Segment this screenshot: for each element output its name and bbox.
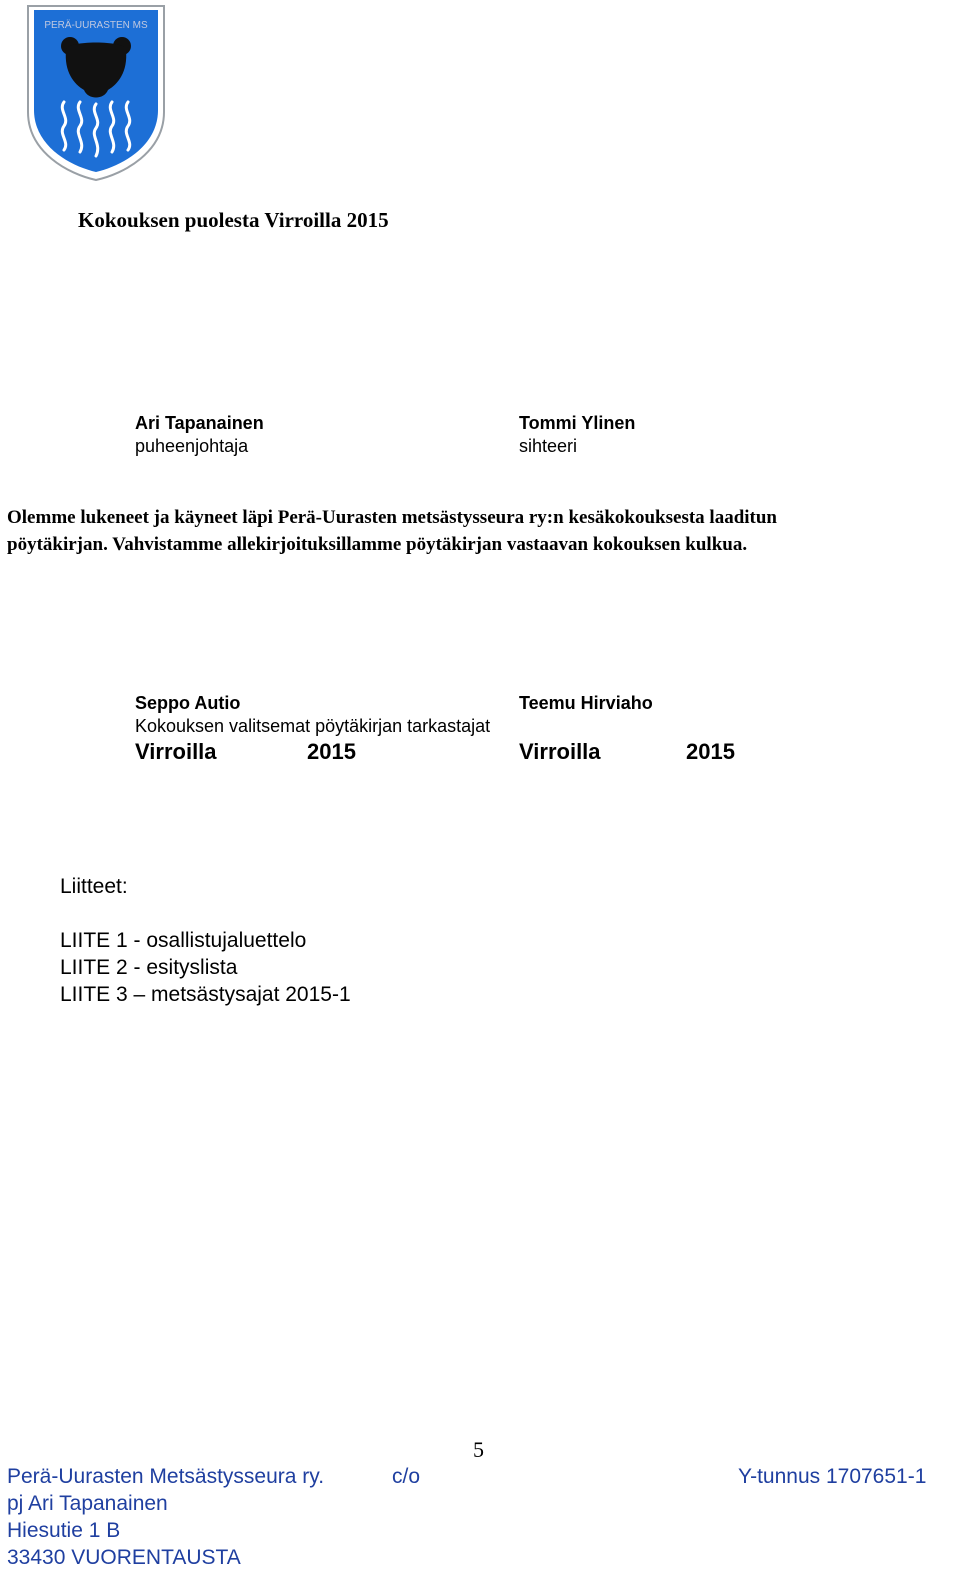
- footer-business-id: Y-tunnus 1707651-1: [738, 1465, 927, 1488]
- checkers-caption: Kokouksen valitsemat pöytäkirjan tarkastajat: [135, 716, 491, 736]
- page-number: 5: [473, 1437, 484, 1462]
- secretary-name: Tommi Ylinen: [519, 413, 636, 433]
- chair-role: puheenjohtaja: [135, 436, 249, 456]
- checker-left-name: Seppo Autio: [135, 693, 241, 713]
- attachment-item: LIITE 3 – metsästysajat 2015-1: [60, 983, 351, 1006]
- chair-name: Ari Tapanainen: [135, 413, 264, 433]
- footer-org-name: Perä-Uurasten Metsästysseura ry.: [7, 1465, 325, 1488]
- footer-postal: 33430 VUORENTAUSTA: [7, 1546, 241, 1569]
- attachment-item: LIITE 1 - osallistujaluettelo: [60, 929, 307, 952]
- logo-text: PERÄ-UURASTEN MS: [44, 20, 148, 31]
- checker-right-year: 2015: [686, 739, 735, 764]
- footer-contact: pj Ari Tapanainen: [7, 1492, 168, 1515]
- statement-line-2: pöytäkirjan. Vahvistamme allekirjoituksillamme pöytäkirjan vastaavan kokouksen kulkua.: [7, 534, 748, 555]
- attachment-item: LIITE 2 - esityslista: [60, 956, 238, 979]
- checker-right-place: Virroilla: [519, 739, 601, 764]
- footer-street: Hiesutie 1 B: [7, 1519, 121, 1542]
- checker-left-place: Virroilla: [135, 739, 217, 764]
- attachments-title: Liitteet:: [60, 875, 128, 898]
- secretary-role: sihteeri: [519, 436, 578, 456]
- club-logo: [24, 2, 168, 182]
- page-title: Kokouksen puolesta Virroilla 2015: [78, 208, 389, 232]
- statement-line-1: Olemme lukeneet ja käyneet läpi Perä-Uurasten metsästysseura ry:n kesäkokouksesta laaditun: [7, 507, 778, 528]
- checker-right-name: Teemu Hirviaho: [519, 693, 653, 713]
- checker-left-year: 2015: [307, 739, 356, 764]
- footer-co: c/o: [392, 1465, 421, 1488]
